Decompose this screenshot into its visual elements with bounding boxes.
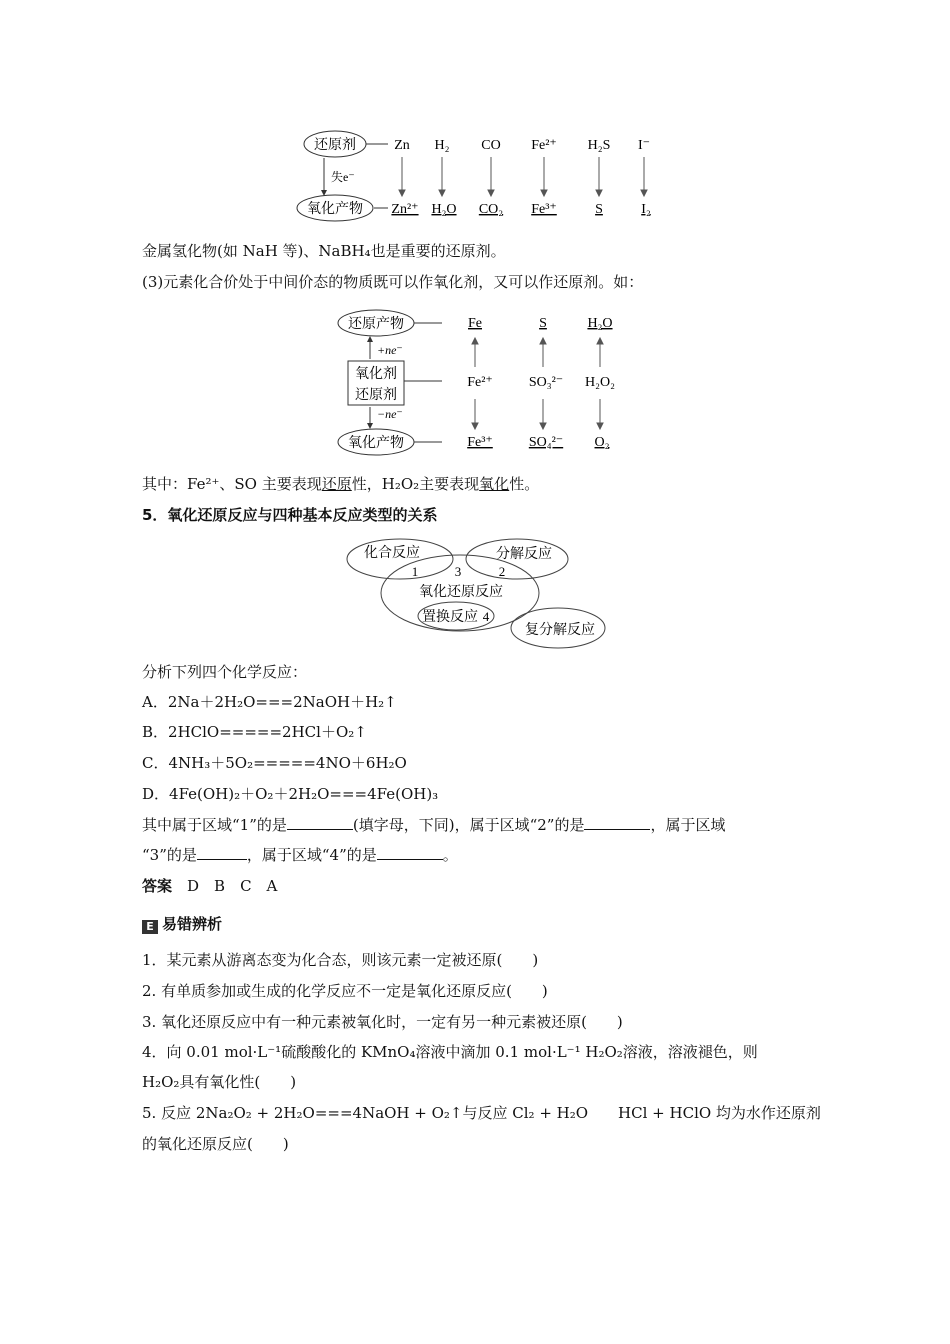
top-species: S xyxy=(539,316,547,331)
answer-line xyxy=(142,876,277,896)
answer-blank xyxy=(377,845,443,860)
middle-species: Fe²⁺ xyxy=(467,375,493,390)
bottom-species: Zn²⁺ xyxy=(391,202,419,217)
oxidant-label: 氧化剂 xyxy=(355,367,397,382)
answer-value: D B C A xyxy=(187,877,278,895)
error-item-3: 3. 氧化还原反应中有一种元素被氧化时，一定有另一种元素被还原( ) xyxy=(142,1013,623,1031)
diagram1-arrows xyxy=(399,157,647,196)
redox-label: 氧化还原反应 xyxy=(419,585,503,600)
error-item-1: 1．某元素从游离态变为化合态，则该元素一定被还原( ) xyxy=(142,951,539,969)
top-species: Fe xyxy=(468,316,482,331)
error-item-2: 2. 有单质参加或生成的化学反应不一定是氧化还原反应( ) xyxy=(142,982,548,1000)
region-number: 1 xyxy=(411,564,419,579)
combination-label: 化合反应 xyxy=(364,546,420,561)
reaction-d: D．4Fe(OH)₂＋O₂＋2H₂O===4Fe(OH)₃ xyxy=(142,785,439,803)
lose-electron-label: −ne⁻ xyxy=(377,407,403,421)
bottom-species: S xyxy=(595,202,603,217)
bottom-species: H₂O xyxy=(431,202,457,217)
error-item-5: 5. 反应 2Na₂O₂ + 2H₂O===4NaOH + O₂↑与反应 Cl₂ + H₂O HCl + HClO 均为水作还原剂 xyxy=(142,1104,821,1122)
among-text: 其中：Fe²⁺、SO 主要表现还原性，H₂O₂主要表现氧化性。 xyxy=(142,475,540,493)
bottom-species: I₂ xyxy=(641,202,651,217)
lose-electron-label: 失e⁻ xyxy=(331,170,355,184)
reaction-a: A．2Na＋2H₂O===2NaOH＋H₂↑ xyxy=(142,693,397,711)
error-icon: E xyxy=(142,920,158,934)
top-species: H₂ xyxy=(434,138,450,153)
oxidized-product-label: 氧化产物 xyxy=(348,436,404,451)
question-line-1: 其中属于区域“1”的是 (填字母，下同)，属于区域“2”的是 ，属于区域 xyxy=(142,816,726,834)
reducer-label: 还原剂 xyxy=(314,138,356,153)
region-number: 4 xyxy=(482,609,490,624)
top-species: H₂S xyxy=(587,138,611,153)
bottom-species: Fe³⁺ xyxy=(531,202,557,217)
error-item-5-cont: 的氧化还原反应( ) xyxy=(142,1135,289,1153)
answer-blank xyxy=(287,815,353,830)
reducer-label: 还原剂 xyxy=(355,388,397,403)
reducer-diagram xyxy=(295,125,665,223)
error-section-heading: E 易错辨析 xyxy=(142,914,222,934)
bottom-species: CO₂ xyxy=(478,202,504,217)
error-item-4-cont: H₂O₂具有氧化性( ) xyxy=(142,1073,297,1091)
metal-hydride-text: 金属氢化物(如 NaH 等)、NaBH₄也是重要的还原剂。 xyxy=(142,242,506,260)
intermediate-valence-text: (3)元素化合价处于中间价态的物质既可以作氧化剂，又可以作还原剂。如： xyxy=(142,273,644,291)
double-decomposition-label: 复分解反应 xyxy=(525,623,595,638)
answer-blank xyxy=(197,845,247,860)
underlined-answer: 还原 xyxy=(321,475,352,493)
middle-species: H₂O₂ xyxy=(585,375,615,390)
region-number: 3 xyxy=(454,564,462,579)
region-number: 2 xyxy=(498,564,506,579)
error-item-4: 4．向 0.01 mol·L⁻¹硫酸酸化的 KMnO₄溶液中滴加 0.1 mol·L⁻¹ H₂O₂溶液，溶液褪色，则 xyxy=(142,1043,758,1061)
reaction-c: C．4NH₃＋5O₂=====4NO＋6H₂O xyxy=(142,754,407,772)
product-label: 氧化产物 xyxy=(307,202,363,217)
top-species: Fe²⁺ xyxy=(531,138,557,153)
top-species: CO xyxy=(481,138,501,153)
reaction-types-venn xyxy=(340,535,615,653)
answer-label: 答案 xyxy=(142,877,173,895)
answer-blank xyxy=(584,815,650,830)
question-line-2: “3”的是 ，属于区域“4”的是 。 xyxy=(142,846,458,864)
intermediate-valence-diagram xyxy=(330,305,630,460)
section-heading: 5．氧化还原反应与四种基本反应类型的关系 xyxy=(142,506,438,524)
underlined-answer: 氧化 xyxy=(479,475,510,493)
top-species: I⁻ xyxy=(637,138,651,153)
top-species: Zn xyxy=(394,138,410,153)
gain-electron-label: +ne⁻ xyxy=(377,343,403,357)
diagram1-columns xyxy=(391,138,650,217)
bottom-species: Fe³⁺ xyxy=(467,435,493,450)
middle-species: SO₃²⁻ xyxy=(528,375,564,390)
bottom-species: SO₄²⁻ xyxy=(528,435,564,450)
bottom-species: O₂ xyxy=(594,435,610,450)
displacement-label: 置换反应 xyxy=(422,610,478,625)
reduced-product-label: 还原产物 xyxy=(348,317,404,332)
decomposition-label: 分解反应 xyxy=(496,547,552,562)
top-species: H₂O xyxy=(587,316,613,331)
analyze-text: 分析下列四个化学反应： xyxy=(142,663,308,681)
reaction-b: B．2HClO=====2HCl＋O₂↑ xyxy=(142,723,367,741)
